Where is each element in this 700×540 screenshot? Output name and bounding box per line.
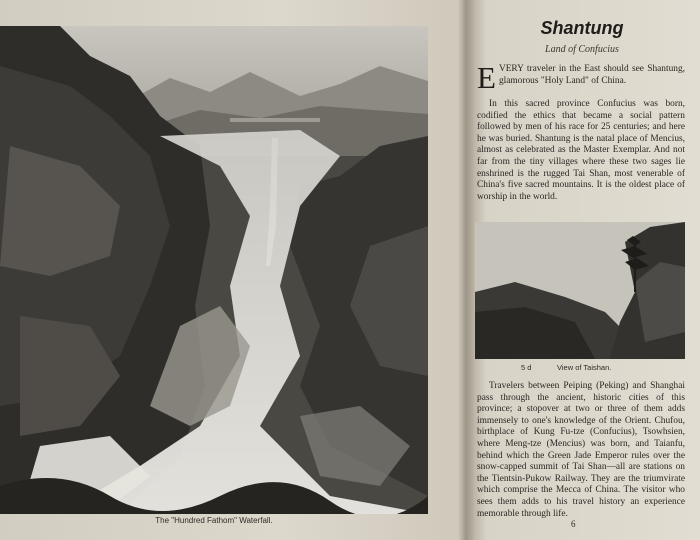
caption-text: View of Taishan. xyxy=(557,363,612,372)
intro-paragraph xyxy=(477,60,685,95)
page-number: 6 xyxy=(571,519,576,529)
intro-text: VERY traveler in the East should see Shantung, glamorous "Holy Land" of China. xyxy=(498,64,685,86)
waterfall-caption: The "Hundred Fathom" Waterfall. xyxy=(155,516,273,525)
waterfall-photo xyxy=(0,26,428,514)
drop-cap: E xyxy=(477,60,496,95)
travel-paragraph: Travelers between Peiping (Peking) and Shanghai pass through the ancient, historic cities of this province; a stopover at two or three of them adds immensely to one's knowledge of the Orient. Chufou, birthplace of Kung Fu-tze (Confucius), Tsowhsien, where Meng-tze (Mencius) was born, and Taianfu, behind which the Green Jade Emperor rules over the snow-capped summit of Tai Shan—all are stations on the Tientsin-Pukow Railway. They are the triumvirate which comprise the Mecca of China. The visitor who sees them adds to his travel history an experience memorable through life. xyxy=(477,381,685,519)
confucius-paragraph: In this sacred province Confucius was born, codified the ethics that became a social pattern followed by men of his race for 25 centuries; and here he was buried. Shantung is the natal place of Mencius, almost as celebrated as the Master Exemplar. And not far from the tiny villages where these two sages lie enshrined is the rugged Tai Shan, most venerable of China's five sacred mountains. It is the oldest place of worship in the world. xyxy=(477,99,685,202)
taishan-photo xyxy=(475,222,685,359)
page-title: Shantung xyxy=(540,18,624,38)
page-fold xyxy=(458,0,474,540)
page-subtitle: Land of Confucius xyxy=(545,44,619,55)
caption-mark: 5 d xyxy=(521,363,532,372)
